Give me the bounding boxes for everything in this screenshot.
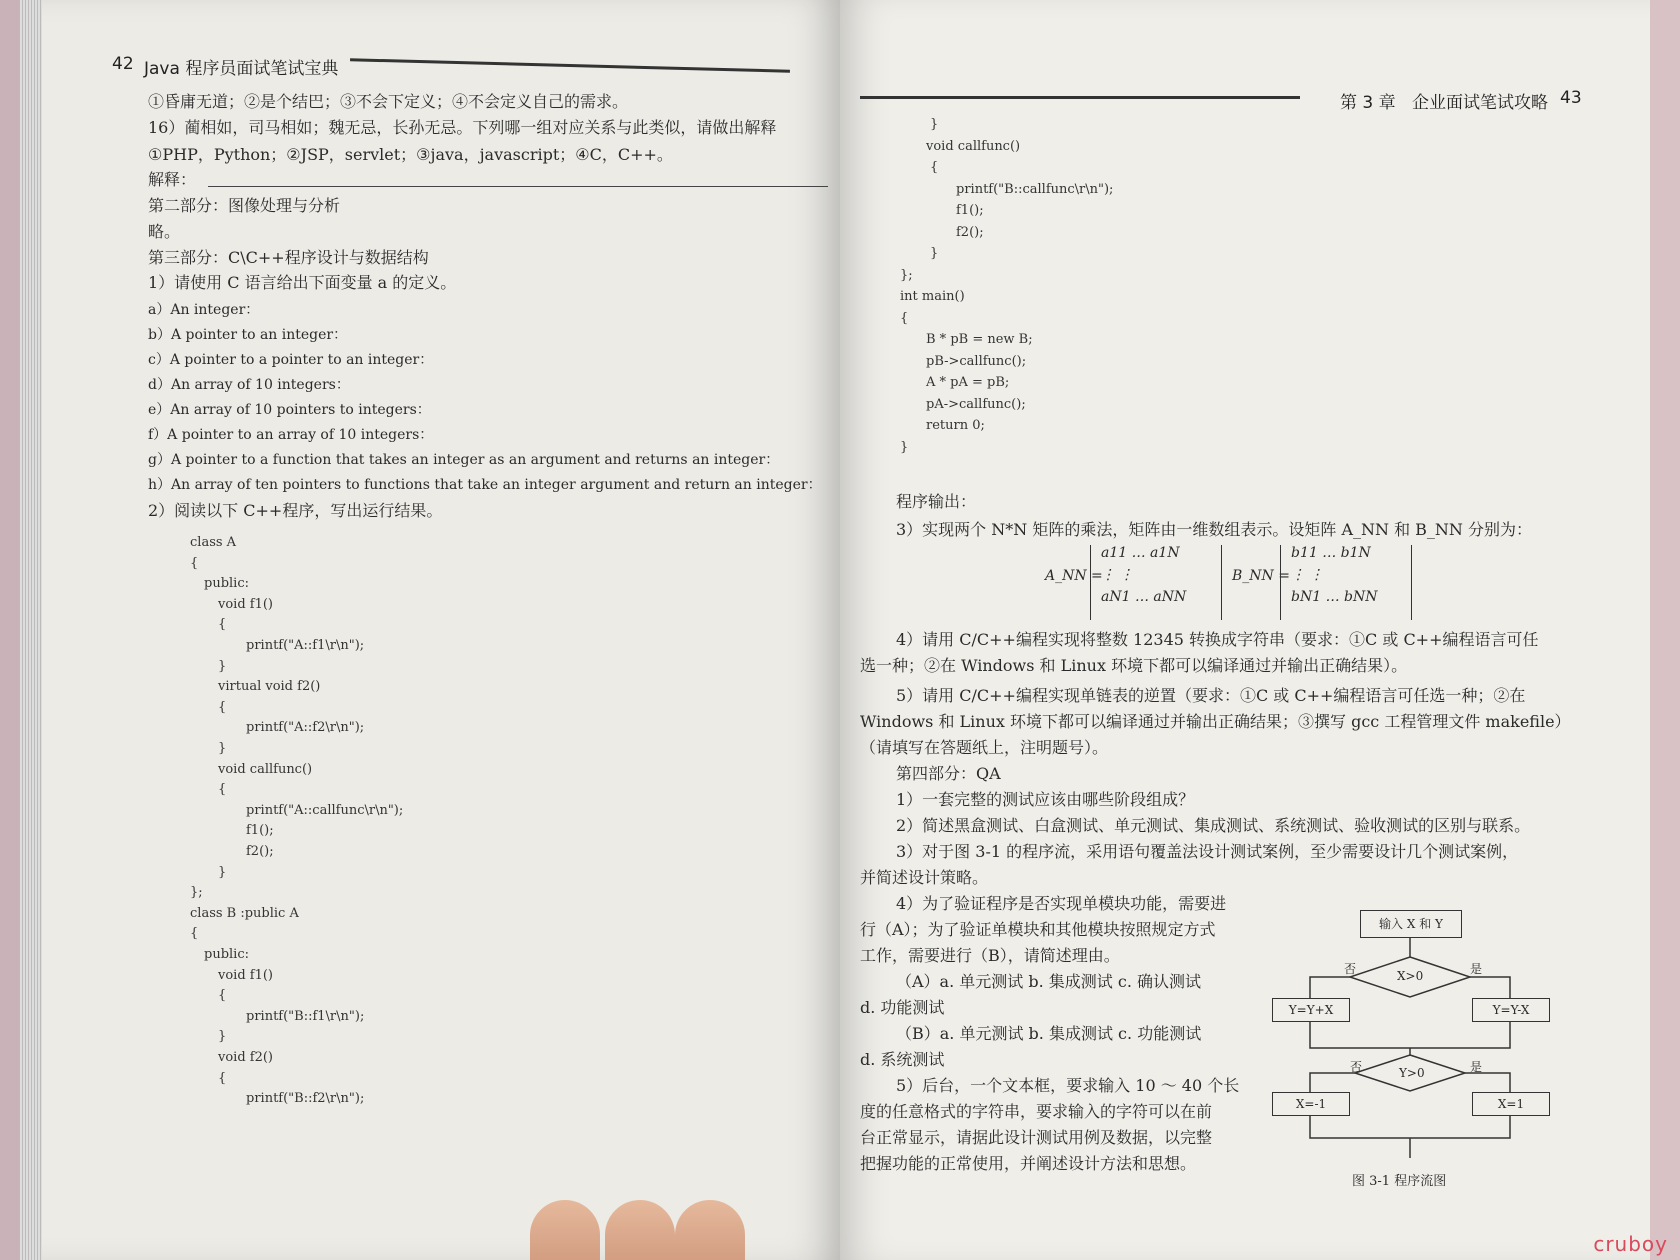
- text-line: d. 功能测试: [860, 998, 945, 1017]
- text-line: d. 系统测试: [860, 1050, 945, 1069]
- code-line: printf("A::f1\r\n");: [246, 638, 365, 653]
- right-header-rule: [860, 96, 1300, 99]
- text-line: 5）后台，一个文本框，要求输入 10 ～ 40 个长: [896, 1076, 1240, 1095]
- code-line: class B :public A: [190, 905, 299, 921]
- right-header-chapter: 第 3 章: [1340, 93, 1396, 113]
- text-line: 1）请使用 C 语言给出下面变量 a 的定义。: [148, 273, 457, 292]
- code-line: void f2(): [218, 1050, 274, 1065]
- flowchart-yes-label: 是: [1470, 962, 1483, 976]
- text-line: 解释：: [148, 170, 197, 189]
- flowchart-lines: [1260, 900, 1560, 1170]
- code-line: printf("A::f2\r\n");: [246, 720, 365, 736]
- flowchart-right1: Y=Y-X: [1472, 998, 1550, 1022]
- text-line: 第三部分：C\C++程序设计与数据结构: [148, 248, 429, 267]
- text-line: 1）一套完整的测试应该由哪些阶段组成？: [896, 790, 1195, 809]
- code-line: }: [930, 117, 939, 132]
- code-line: {: [218, 988, 227, 1004]
- text-line: 4）为了验证程序是否实现单模块功能，需要进: [896, 894, 1227, 913]
- text-line: ①PHP，Python；②JSP，servlet；③java，javascript；④C，C++。: [148, 145, 673, 164]
- flowchart-no-label-2: 否: [1350, 1060, 1363, 1074]
- text-line: （A）a. 单元测试 b. 集成测试 c. 确认测试: [896, 972, 1201, 991]
- code-line: {: [218, 699, 227, 715]
- text-line: ①昏庸无道；②是个结巴；③不会下定义；④不会定义自己的需求。: [148, 92, 629, 111]
- code-line: public:: [204, 576, 249, 592]
- code-line: printf("B::callfunc\r\n");: [956, 181, 1114, 197]
- text-line: 2）阅读以下 C++程序，写出运行结果。: [148, 501, 443, 520]
- code-line: f2();: [956, 224, 984, 240]
- text-line: 工作，需要进行（B），请简述理由。: [860, 946, 1120, 965]
- flowchart-cond1: X>0: [1397, 969, 1424, 983]
- code-line: pB->callfunc();: [926, 353, 1027, 369]
- text-line: 并简述设计策略。: [860, 868, 989, 887]
- text-line: （B）a. 单元测试 b. 集成测试 c. 功能测试: [896, 1024, 1202, 1043]
- left-header-rule: [350, 58, 790, 73]
- code-line: }: [930, 246, 939, 261]
- code-line: }: [218, 658, 227, 674]
- text-line: 选一种；②在 Windows 和 Linux 环境下都可以编译通过并输出正确结果）。: [860, 656, 1408, 675]
- code-line: {: [218, 1070, 227, 1086]
- matrix-a-row: a11 … a1N: [1101, 545, 1180, 561]
- answer-blank-line: [208, 172, 828, 187]
- matrix-a-row: aN1 … aNN: [1101, 589, 1187, 605]
- watermark: cruboy: [1593, 1232, 1668, 1256]
- text-line: 程序输出：: [896, 492, 977, 511]
- code-line: {: [190, 555, 199, 571]
- code-line: void callfunc(): [926, 138, 1021, 154]
- flowchart-cond2: Y>0: [1399, 1066, 1425, 1080]
- code-line: void f1(): [218, 967, 274, 983]
- matrix-a-row: ⋮ ⋮: [1101, 567, 1134, 583]
- flowchart-yes-label-2: 是: [1470, 1060, 1483, 1074]
- left-page-number: 42: [112, 54, 134, 74]
- code-line: }: [218, 1029, 227, 1045]
- flowchart-no-label: 否: [1344, 962, 1357, 976]
- text-line: 度的任意格式的字符串，要求输入的字符可以在前: [860, 1102, 1213, 1121]
- code-line: public:: [204, 947, 249, 962]
- code-line: };: [190, 885, 203, 901]
- text-line: 行（A）；为了验证单模块和其他模块按照规定方式: [860, 920, 1216, 939]
- text-line: 台正常显示，请据此设计测试用例及数据，以完整: [860, 1128, 1213, 1147]
- code-line: f2();: [246, 844, 274, 859]
- right-page: [840, 0, 1650, 1260]
- code-line: void f1(): [218, 596, 274, 612]
- matrix-a-label: A_NN =: [1045, 568, 1103, 584]
- flowchart-start-box: 输入 X 和 Y: [1360, 910, 1462, 938]
- code-line: int main(): [900, 289, 965, 304]
- text-line: f）A pointer to an array of 10 integers：: [148, 427, 434, 443]
- code-line: {: [190, 926, 199, 942]
- text-line: a）An integer：: [148, 302, 260, 318]
- code-line: {: [900, 310, 909, 326]
- code-line: {: [930, 160, 939, 175]
- text-line: 5）请用 C/C++编程实现单链表的逆置（要求：①C 或 C++编程语言可任选一种；②在: [896, 686, 1526, 705]
- code-line: printf("A::callfunc\r\n");: [246, 802, 404, 818]
- right-header-title: 企业面试笔试攻略: [1412, 93, 1548, 113]
- text-line: 略。: [148, 222, 181, 241]
- text-line: b）A pointer to an integer：: [148, 327, 348, 343]
- code-line: }: [900, 439, 909, 455]
- text-line: 第二部分：图像处理与分析: [148, 196, 341, 215]
- flowchart-right2: X=1: [1472, 1092, 1550, 1116]
- flowchart-caption: 图 3-1 程序流图: [1352, 1174, 1447, 1189]
- code-line: pA->callfunc();: [926, 396, 1026, 412]
- text-line: 把握功能的正常使用，并阐述设计方法和思想。: [860, 1154, 1197, 1173]
- matrix-b-row: bN1 … bNN: [1291, 589, 1378, 605]
- code-line: printf("B::f2\r\n");: [246, 1091, 365, 1107]
- matrix-b-row: ⋮ ⋮: [1291, 567, 1324, 583]
- matrix-b-label: B_NN =: [1232, 568, 1290, 584]
- code-line: }: [218, 741, 227, 756]
- code-line: class A: [190, 535, 237, 550]
- text-line: e）An array of 10 pointers to integers：: [148, 402, 431, 418]
- code-line: }: [218, 864, 227, 880]
- code-line: printf("B::f1\r\n");: [246, 1008, 365, 1024]
- matrix-b: [1280, 545, 1412, 620]
- matrix-a: [1090, 545, 1222, 620]
- text-line: 4）请用 C/C++编程实现将整数 12345 转换成字符串（要求：①C 或 C++编程语言可任: [896, 630, 1539, 649]
- code-line: virtual void f2(): [218, 679, 321, 695]
- page-stack-edge: [20, 0, 42, 1260]
- text-line: h）An array of ten pointers to functions that take an integer argument and return an integer：: [148, 477, 822, 493]
- code-line: f1();: [246, 823, 274, 839]
- code-line: f1();: [956, 203, 984, 218]
- text-line: 3）实现两个 N*N 矩阵的乘法，矩阵由一维数组表示。设矩阵 A_NN 和 B_NN 分别为：: [896, 520, 1533, 539]
- code-line: {: [218, 617, 227, 633]
- text-line: 3）对于图 3-1 的程序流，采用语句覆盖法设计测试案例，至少需要设计几个测试案例，: [896, 842, 1519, 861]
- code-line: void callfunc(): [218, 761, 313, 777]
- matrix-b-row: b11 … b1N: [1291, 545, 1371, 561]
- left-header-title: Java 程序员面试笔试宝典: [144, 59, 339, 79]
- text-line: g）A pointer to a function that takes an integer as an argument and returns an integer：: [148, 452, 780, 468]
- text-line: d）An array of 10 integers：: [148, 377, 350, 393]
- text-line: Windows 和 Linux 环境下都可以编译通过并输出正确结果；③撰写 gcc 工程管理文件 makefile）: [860, 712, 1571, 731]
- text-line: 2）简述黑盒测试、白盒测试、单元测试、集成测试、系统测试、验收测试的区别与联系。: [896, 816, 1531, 835]
- code-line: A * pA = pB;: [926, 375, 1010, 390]
- flowchart-left1: Y=Y+X: [1272, 998, 1350, 1022]
- code-line: {: [218, 782, 227, 798]
- right-page-number: 43: [1560, 88, 1582, 108]
- left-page: [20, 0, 840, 1260]
- code-line: return 0;: [926, 418, 985, 433]
- flowchart-left2: X=-1: [1272, 1092, 1350, 1116]
- text-line: 第四部分：QA: [896, 764, 1001, 783]
- code-line: B * pB = new B;: [926, 332, 1033, 347]
- text-line: 16）蔺相如，司马相如；魏无忌，长孙无忌。下列哪一组对应关系与此类似，请做出解释: [148, 118, 777, 137]
- code-line: };: [900, 267, 913, 283]
- text-line: c）A pointer to a pointer to an integer：: [148, 352, 434, 368]
- text-line: （请填写在答题纸上，注明题号）。: [860, 738, 1109, 757]
